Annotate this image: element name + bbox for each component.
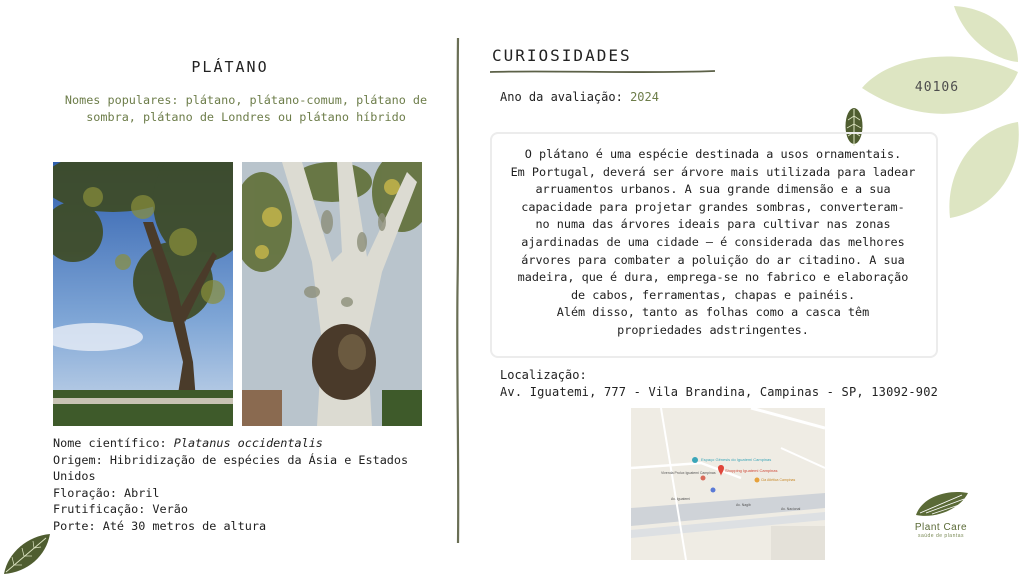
plant-name: PLÁTANO [191, 58, 269, 76]
map-marker-icon [711, 488, 716, 493]
origin-row: Origem: Hibridização de espécies da Ásia e Estados Unidos [53, 452, 409, 483]
scientific-name-value: Platanus occidentalis [173, 436, 323, 450]
description-text [492, 146, 934, 340]
map-label: Espaço Gênesis do Iguatemi Campinas [701, 457, 772, 462]
tree-photo-trunk [242, 162, 422, 426]
road-label: Av. Nacional [781, 507, 801, 511]
description-line: madeira, que é dura, emprega-se no fabrico e elaboração [517, 270, 909, 285]
description-line: árvores para combater a poluição do ar citadino. A sua [521, 252, 905, 267]
description-line: capacidade para projetar grandes sombras, converteram- [521, 199, 905, 214]
location-label: Localização: [500, 368, 587, 382]
description-line: Além disso, tanto as folhas como a casca têm [556, 305, 870, 320]
column-divider [454, 38, 462, 543]
size-row: Porte: Até 30 metros de altura [53, 518, 267, 533]
map-label: Cia Atlética Campinas [761, 478, 796, 482]
title-underline [490, 68, 715, 76]
description-line: no numa das árvores ideais para cultivar nas zonas [535, 217, 891, 232]
flowering-row: Floração: Abril [53, 485, 160, 500]
road-label: Av. Nagib [736, 503, 751, 507]
popular-names: Nomes populares: plátano, plátano-comum, plátano de sombra, plátano de Londres ou plátano híbrido [64, 93, 428, 124]
scientific-name-row [53, 435, 433, 452]
brand-name: Plant Care [914, 522, 968, 533]
map-label: Vivenda Prolux Iguatemi Campinas [661, 471, 716, 475]
description-line: de cabos, ferramentas, chapas e painéis. [570, 287, 856, 302]
description-line: Em Portugal, deverá ser árvore mais utilizada para ladear [510, 164, 916, 179]
evaluation-year-value: 2024 [630, 90, 659, 104]
brand-tagline: saúde de plantas [917, 533, 965, 539]
location-address: Av. Iguatemi, 777 - Vila Brandina, Campinas - SP, 13092-902 [500, 385, 939, 399]
map-marker-icon [701, 476, 706, 481]
evaluation-year-label: Ano da avaliação: [500, 90, 623, 104]
evaluation-year [500, 90, 659, 104]
road-label: Av. Iguatemi [671, 497, 691, 501]
map-marker-icon [755, 478, 760, 483]
description-line: O plátano é uma espécie destinada a usos ornamentais. [524, 147, 902, 161]
description-line: propriedades adstringentes. [617, 322, 809, 337]
scientific-name-label: Nome científico: [53, 436, 167, 450]
tree-photo-canopy [53, 162, 233, 426]
plant-facts [53, 435, 433, 534]
location-map[interactable] [631, 408, 825, 560]
map-marker-icon [692, 457, 698, 463]
plant-care-logo-icon [912, 487, 970, 519]
tree-code: 40106 [914, 80, 960, 95]
fruiting-row: Frutificação: Verão [53, 502, 188, 516]
leaf-corner-icon [0, 530, 55, 576]
description-line: ajardinadas de uma cidade – é considerada das melhores [521, 234, 905, 249]
map-label: Shopping Iguatemi Campinas [725, 468, 778, 473]
curiosities-title: CURIOSIDADES [492, 46, 632, 65]
description-line: arruamentos urbanos. A sua grande dimensão e a sua [535, 182, 891, 197]
